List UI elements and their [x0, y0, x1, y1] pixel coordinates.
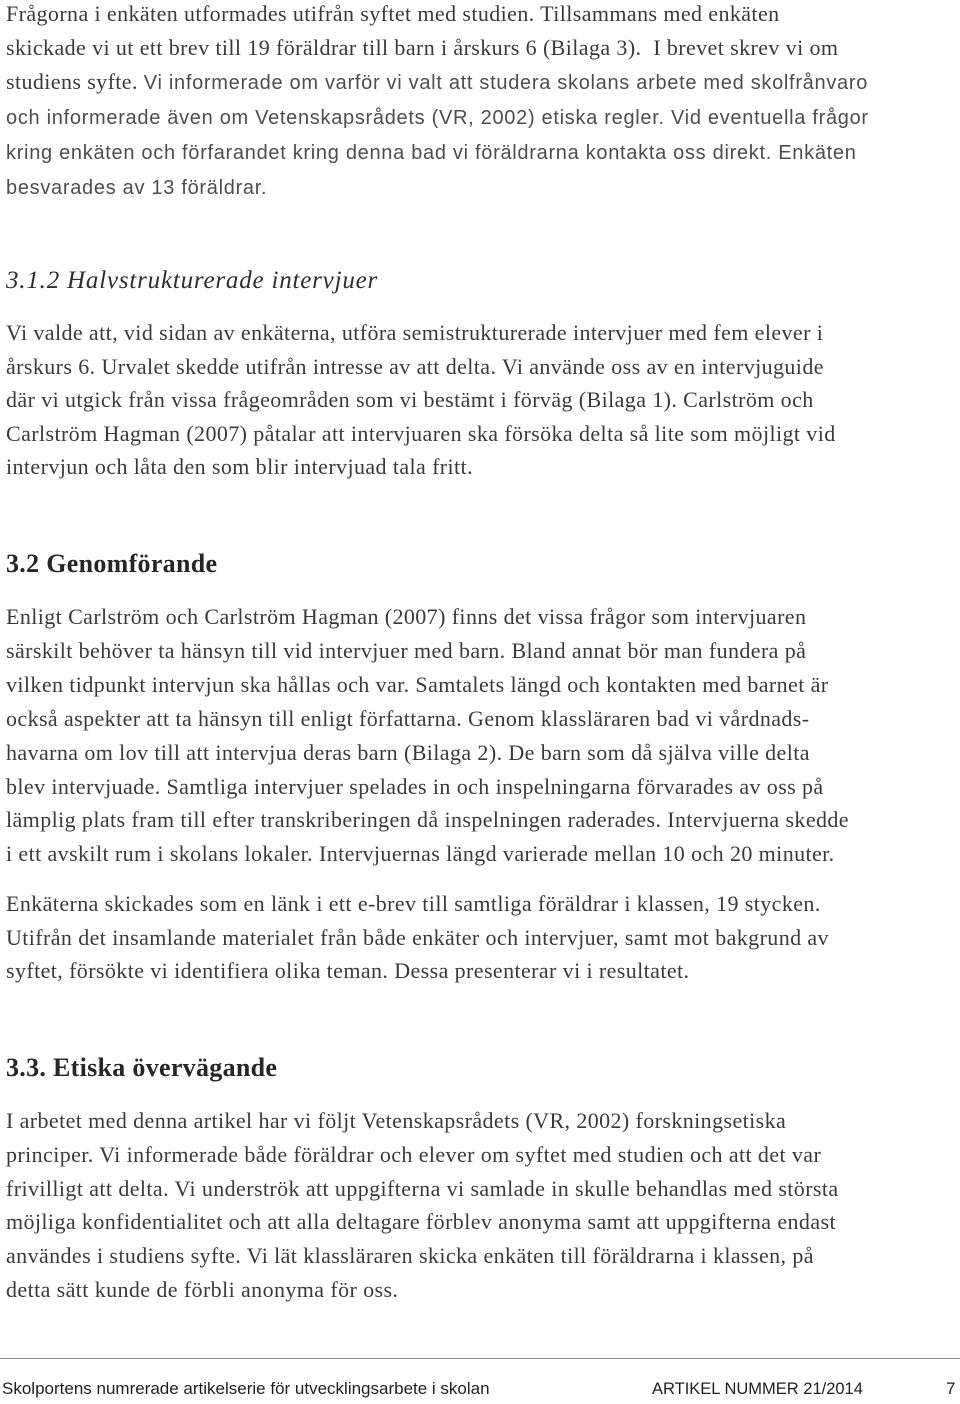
line-text: kring enkäten och förfarandet kring denna bad vi föräldrarna kontakta oss direkt. Enkäten — [6, 142, 857, 164]
section-3-2-paragraph-1 — [6, 600, 849, 871]
paragraph-line — [6, 31, 869, 65]
paragraph-line: användes i studiens syfte. Vi lät klassläraren skicka enkäten till föräldrarna i klassen, på — [6, 1243, 814, 1269]
line-text: skickade vi ut ett brev till 19 föräldrar till barn i årskurs 6 (Bilaga 3). I brevet skrev vi om — [6, 35, 839, 60]
paragraph-line: vilken tidpunkt intervjun ska hållas och var. Samtalets längd och kontakten med barnet är — [6, 671, 829, 697]
line-text: och informerade även om Vetenskapsrådets (VR, 2002) etiska regler. Vid eventuella frågor — [6, 107, 869, 129]
paragraph-line: detta sätt kunde de förbli anonyma för oss. — [6, 1276, 399, 1302]
paragraph-line — [6, 100, 869, 135]
section-3-2-paragraph-2 — [6, 887, 829, 988]
section-3-1-2-paragraph — [6, 316, 836, 484]
paragraph-line: principer. Vi informerade både föräldrar och elever om syftet med studien och att det var — [6, 1141, 822, 1167]
footer-article-number: ARTIKEL NUMMER 21/2014 — [652, 1380, 863, 1398]
paragraph-line: Enligt Carlström och Carlström Hagman (2007) finns det vissa frågor som intervjuaren — [6, 604, 807, 629]
line-text: studiens syfte. — [6, 69, 144, 94]
line-text: Frågorna i enkäten utformades utifrån syftet med studien. Tillsammans med enkäten — [6, 1, 780, 26]
paragraph-line: Vi valde att, vid sidan av enkäterna, utföra semistrukturerade intervjuer med fem elever i — [6, 320, 824, 345]
paragraph-line: blev intervjuade. Samtliga intervjuer spelades in och inspelningarna förvarades av oss på — [6, 773, 824, 799]
paragraph-line: lämplig plats fram till efter transkriberingen då inspelningen raderades. Intervjuerna skedde — [6, 807, 849, 833]
paragraph-line — [6, 135, 869, 170]
paragraph-line: Carlström Hagman (2007) påtalar att intervjuaren ska försöka delta så lite som möjligt vid — [6, 420, 836, 446]
section-heading: 3.3. Etiska övervägande — [6, 1053, 278, 1082]
paragraph-line: intervjun och låta den som blir intervjuad tala fritt. — [6, 454, 473, 479]
section-heading: 3.2 Genomförande — [6, 549, 218, 578]
paragraph-line — [6, 0, 869, 31]
paragraph-line: frivilligt att delta. Vi underströk att uppgifterna vi samlade in skulle behandlas med största — [6, 1175, 839, 1201]
paragraph-line: syftet, försökte vi identifiera olika teman. Dessa presenterar vi i resultatet. — [6, 958, 690, 983]
paragraph-line: där vi utgick från vissa frågeområden som vi bestämt i förväg (Bilaga 1). Carlström och — [6, 387, 814, 412]
footer-series-title: Skolportens numrerade artikelserie för utvecklingsarbete i skolan — [2, 1379, 490, 1398]
line-text: besvarades av 13 föräldrar. — [6, 177, 268, 199]
paragraph-line: också aspekter att ta hänsyn till enligt författarna. Genom klassläraren bad vi vårdnads- — [6, 705, 810, 731]
section-3-3-paragraph — [6, 1104, 839, 1307]
paragraph-line: möjliga konfidentialitet och att alla deltagare förblev anonyma samt att uppgifterna endast — [6, 1209, 836, 1235]
section-heading: 3.1.2 Halvstrukturerade intervjuer — [6, 267, 379, 294]
paragraph-line: havarna om lov till att intervjua deras barn (Bilaga 2). De barn som då själva ville delta — [6, 739, 810, 765]
paragraph-line: I arbetet med denna artikel har vi följt Vetenskapsrådets (VR, 2002) forskningsetiska — [6, 1108, 787, 1133]
paragraph-line — [6, 170, 869, 205]
intro-paragraph — [6, 0, 869, 205]
paragraph-line: Utifrån det insamlande materialet från både enkäter och intervjuer, samt mot bakgrund av — [6, 924, 829, 950]
paragraph-line — [6, 65, 869, 100]
paragraph-line: särskilt behöver ta hänsyn till vid intervjuer med barn. Bland annat bör man fundera på — [6, 637, 807, 663]
paragraph-line: Enkäterna skickades som en länk i ett e-brev till samtliga föräldrar i klassen, 19 stycken. — [6, 891, 821, 916]
paragraph-line: årskurs 6. Urvalet skedde utifrån intresse av att delta. Vi använde oss av en intervjuguide — [6, 353, 824, 379]
page-number: 7 — [946, 1379, 956, 1398]
paragraph-line: i ett avskilt rum i skolans lokaler. Intervjuernas längd varierade mellan 10 och 20 minuter. — [6, 841, 835, 867]
footer-rule — [0, 1358, 960, 1359]
line-text: Vi informerade om varför vi valt att studera skolans arbete med skolfrånvaro — [143, 72, 869, 94]
